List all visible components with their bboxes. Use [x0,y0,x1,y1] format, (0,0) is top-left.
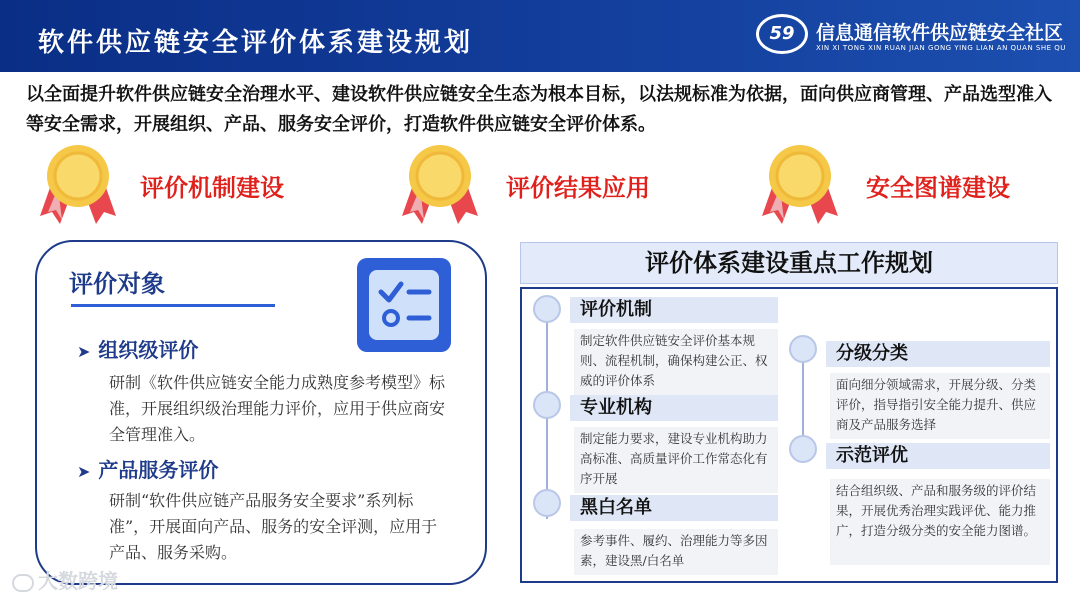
watermark: 大数跨境 [12,565,118,594]
logo-text: 信息通信软件供应链安全社区 [816,22,1064,44]
product-service-heading: ➤ 产品服务评价 [77,458,219,482]
plan-item-desc: 面向细分领域需求，开展分级、分类评价，指导指引安全能力提升、供应商及产品服务选择 [830,373,1050,439]
community-logo [740,10,1070,62]
logo-pinyin: XIN XI TONG XIN RUAN JIAN GONG YING LIAN AN QUAN SHE QU [816,44,1066,52]
timeline-node [533,391,561,419]
title-underline [71,304,275,307]
medal-label-result: 评价结果应用 [506,174,650,202]
medal-icon [760,142,840,228]
header-banner [0,0,1080,72]
plan-item-title: 专业机构 [570,395,778,421]
intro-paragraph: 以全面提升软件供应链安全治理水平、建设软件供应链安全生态为根本目标，以法规标准为依据，面向供应商管理、产品选型准入等安全需求，开展组织、产品、服务安全评价，打造软件供应链安全评价体系。 [26,84,1052,135]
plan-item-desc: 制定能力要求，建设专业机构助力高标准、高质量评价工作常态化有序开展 [574,427,778,493]
plan-item-title: 黑白名单 [570,495,778,521]
org-level-heading: ➤ 组织级评价 [77,338,199,362]
timeline-node [533,295,561,323]
plan-panel [520,287,1058,583]
watermark-logo-icon [12,574,34,592]
plan-item-title: 分级分类 [826,341,1050,367]
arrow-right-icon: ➤ [77,342,91,361]
plan-item-desc: 制定软件供应链安全评价基本规则、流程机制，确保构建公正、权威的评价体系 [574,329,778,395]
panel-title: 评价对象 [69,270,165,298]
logo-badge-icon: 59 [756,14,808,54]
medal-label-mechanism: 评价机制建设 [140,174,284,202]
medal-icon [38,142,118,228]
plan-item-desc: 参考事件、履约、治理能力等多因素，建设黑/白名单 [574,529,778,575]
plan-item-title: 示范评优 [826,443,1050,469]
timeline-node [533,489,561,517]
product-service-body: 研制“软件供应链产品服务安全要求”系列标准”，开展面向产品、服务的安全评测，应用于产品、服务采购。 [109,491,438,562]
checklist-icon [357,258,451,352]
page-title: 软件供应链安全评价体系建设规划 [38,28,474,58]
timeline-node [789,435,817,463]
plan-title: 评价体系建设重点工作规划 [520,242,1058,284]
timeline-node [789,335,817,363]
org-level-body: 研制《软件供应链安全能力成熟度参考模型》标准，开展组织级治理能力评价，应用于供应商安全管理准入。 [109,373,446,444]
plan-item-desc: 结合组织级、产品和服务级的评价结果，开展优秀治理实践评优、能力推广，打造分级分类的安全能力图谱。 [830,479,1050,565]
medal-label-graph: 安全图谱建设 [866,174,1010,202]
plan-item-title: 评价机制 [570,297,778,323]
arrow-right-icon: ➤ [77,462,91,481]
medal-icon [400,142,480,228]
evaluation-object-panel [35,240,487,585]
